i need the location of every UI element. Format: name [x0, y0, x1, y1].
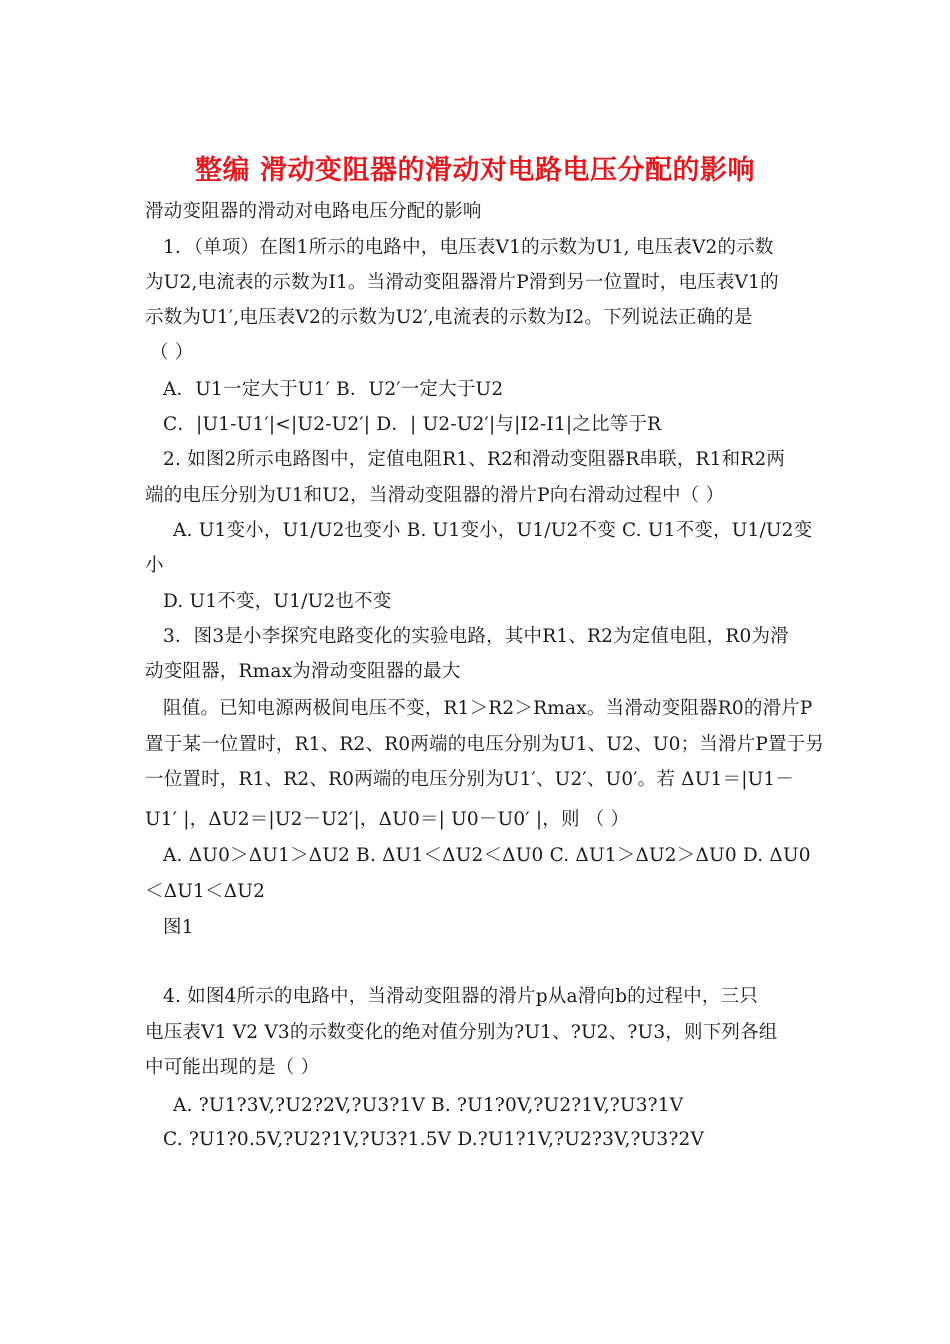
q3-line-6: U1′ |，ΔU2＝|U2－U2′|，ΔU0＝| U0－U0′ |，则 （ ） — [145, 809, 630, 830]
q1-line-1: 1．（单项）在图1所示的电路中，电压表V1的示数为U1, 电压表V2的示数 — [163, 237, 774, 258]
figure-1-caption: 图1 — [163, 917, 194, 938]
q2-options-abc: A. U1变小，U1/U2也变小 B. U1变小，U1/U2不变 C. U1不变，U1/U2变 — [173, 520, 813, 541]
q2-line-1: 2. 如图2所示电路图中，定值电阻R1、R2和滑动变阻器R串联，R1和R2两 — [163, 449, 786, 470]
q4-line-2: 电压表V1 V2 V3的示数变化的绝对值分别为?U1、?U2、?U3，则下列各组 — [145, 1022, 778, 1043]
q2-line-2: 端的电压分别为U1和U2，当滑动变阻器的滑片P向右滑动过程中（ ） — [145, 485, 725, 506]
q3-options: A. ΔU0＞ΔU1＞ΔU2 B. ΔU1＜ΔU2＜ΔU0 C. ΔU1＞ΔU2＞ΔU0 D. ΔU0 — [163, 845, 811, 866]
q4-options-cd: C. ?U1?0.5V,?U2?1V,?U3?1.5V D.?U1?1V,?U2?3V,?U3?2V — [163, 1129, 705, 1150]
q2-option-d: D. U1不变，U1/U2也不变 — [163, 591, 392, 612]
q1-line-4: （ ） — [150, 342, 194, 363]
q2-options-abc-wrap: 小 — [145, 555, 164, 576]
q4-options-ab: A. ?U1?3V,?U2?2V,?U3?1V B. ?U1?0V,?U2?1V,?U3?1V — [173, 1095, 684, 1116]
q3-line-2: 动变阻器，Rmax为滑动变阻器的最大 — [145, 661, 461, 682]
q4-line-1: 4. 如图4所示的电路中，当滑动变阻器的滑片p从a滑向b的过程中，三只 — [163, 986, 759, 1007]
document-title: 整编 滑动变阻器的滑动对电路电压分配的影响 — [195, 155, 755, 186]
q3-options-wrap: ＜ΔU1＜ΔU2 — [145, 881, 266, 902]
q1-line-3: 示数为U1′,电压表V2的示数为U2′,电流表的示数为I2。下列说法正确的是 — [145, 307, 753, 328]
q3-line-3: 阻值。已知电源两极间电压不变，R1＞R2＞Rmax。当滑动变阻器R0的滑片P — [163, 698, 813, 719]
q1-line-2: 为U2,电流表的示数为I1。当滑动变阻器滑片P滑到另一位置时，电压表V1的 — [145, 272, 779, 293]
q4-line-3: 中可能出现的是（ ） — [145, 1057, 320, 1078]
q1-options-ab: A．U1一定大于U1′ B．U2′一定大于U2 — [163, 379, 504, 400]
subtitle: 滑动变阻器的滑动对电路电压分配的影响 — [145, 201, 482, 222]
q3-line-1: 3．图3是小李探究电路变化的实验电路，其中R1、R2为定值电阻，R0为滑 — [163, 626, 789, 647]
q3-line-4: 置于某一位置时，R1、R2、R0两端的电压分别为U1、U2、U0；当滑片P置于另 — [145, 734, 825, 755]
q1-options-cd: C．|U1-U1′|<|U2-U2′| D．| U2-U2′|与|I2-I1|之比等于R — [163, 414, 662, 435]
q3-line-5: 一位置时，R1、R2、R0两端的电压分别为U1′、U2′、U0′。若 ΔU1＝|U1－ — [145, 769, 795, 790]
